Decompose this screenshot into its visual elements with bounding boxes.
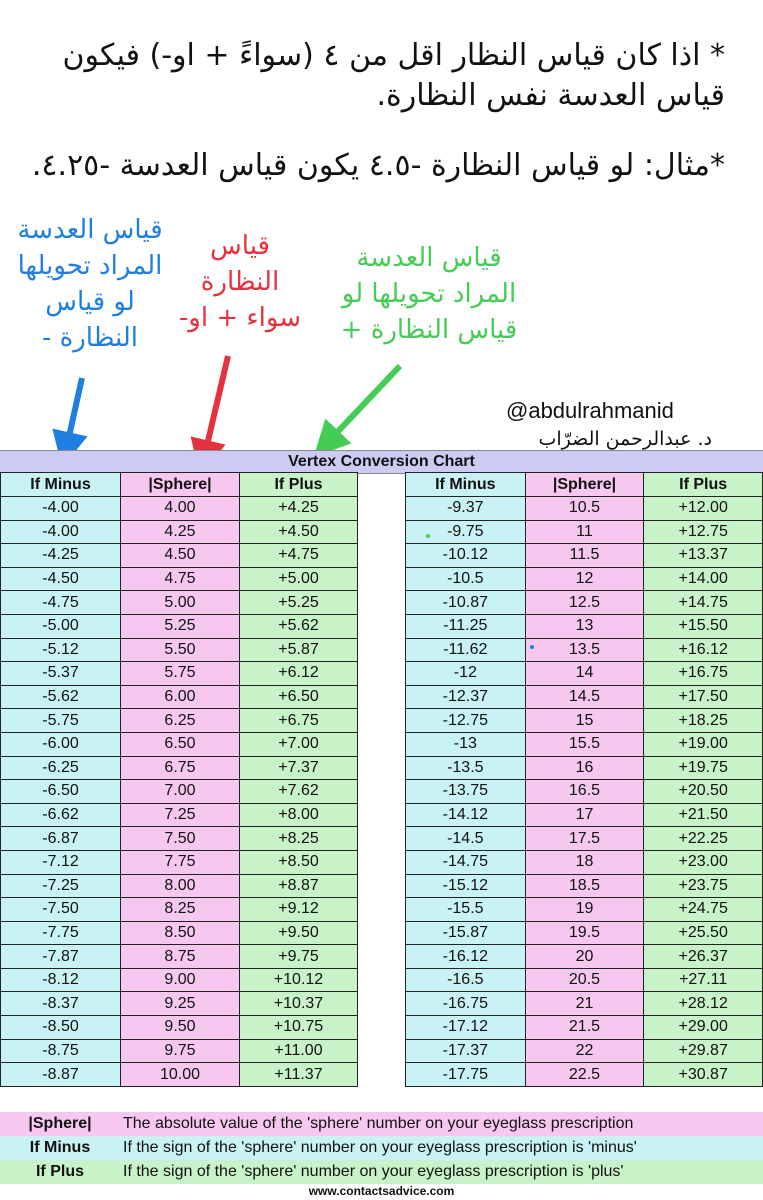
- cell-if-plus: +8.87: [240, 874, 358, 898]
- cell-if-minus: -13.5: [406, 756, 526, 780]
- cell-if-minus: -10.87: [406, 591, 526, 615]
- green-arrow-icon: [326, 366, 400, 444]
- cell-if-plus: +29.87: [644, 1039, 763, 1063]
- table-row: [1, 1039, 358, 1063]
- table-row: [406, 614, 763, 638]
- table-row: [1, 591, 358, 615]
- cell-if-minus: -14.5: [406, 827, 526, 851]
- legend-row-plus: [0, 1160, 763, 1184]
- header-if-minus: If Minus: [406, 473, 526, 497]
- cell-sphere: 20: [525, 945, 644, 969]
- cell-sphere: 17: [525, 803, 644, 827]
- cell-if-plus: +17.50: [644, 685, 763, 709]
- cell-if-plus: +4.25: [240, 497, 358, 521]
- cell-if-plus: +8.50: [240, 850, 358, 874]
- cell-if-plus: +14.00: [644, 567, 763, 591]
- twitter-handle: @abdulrahmanid: [506, 398, 674, 423]
- table-row: [1, 874, 358, 898]
- cell-sphere: 9.00: [121, 968, 240, 992]
- cell-if-minus: -11.25: [406, 614, 526, 638]
- cell-sphere: 6.25: [121, 709, 240, 733]
- cell-if-plus: +27.11: [644, 968, 763, 992]
- cell-sphere: 4.25: [121, 520, 240, 544]
- blue-arrow-icon: [66, 378, 82, 450]
- cell-if-minus: -6.25: [1, 756, 121, 780]
- cell-sphere: 22: [525, 1039, 644, 1063]
- legend-term: If Plus: [0, 1160, 120, 1184]
- cell-if-plus: +16.12: [644, 638, 763, 662]
- cell-if-plus: +24.75: [644, 898, 763, 922]
- table-row: [1, 614, 358, 638]
- cell-if-minus: -14.12: [406, 803, 526, 827]
- cell-sphere: 4.00: [121, 497, 240, 521]
- cell-sphere: 15: [525, 709, 644, 733]
- cell-sphere: 12: [525, 567, 644, 591]
- cell-sphere: 8.75: [121, 945, 240, 969]
- table-row: [1, 756, 358, 780]
- cell-if-minus: -7.25: [1, 874, 121, 898]
- cell-sphere: 7.50: [121, 827, 240, 851]
- cell-if-plus: +6.75: [240, 709, 358, 733]
- cell-if-minus: -7.50: [1, 898, 121, 922]
- cell-if-plus: +8.00: [240, 803, 358, 827]
- table-row: [1, 544, 358, 568]
- cell-if-minus: -13: [406, 732, 526, 756]
- red-arrow-icon: [204, 356, 228, 458]
- cell-sphere: 21: [525, 992, 644, 1016]
- table-row: [1, 827, 358, 851]
- cell-sphere: 6.50: [121, 732, 240, 756]
- cell-if-plus: +10.37: [240, 992, 358, 1016]
- note-rule: * اذا كان قياس النظار اقل من ٤ (سواءً + او-) فيكون قياس العدسة نفس النظارة.: [62, 38, 725, 113]
- legend-definition: If the sign of the 'sphere' number on your eyeglass prescription is 'minus': [120, 1136, 763, 1160]
- cell-sphere: 17.5: [525, 827, 644, 851]
- cell-sphere: 8.25: [121, 898, 240, 922]
- note-example: *مثال: لو قياس النظارة -٤.٥ يكون قياس العدسة -٤.٢٥.: [31, 148, 725, 183]
- legend-term: |Sphere|: [0, 1112, 120, 1136]
- table-row: [1, 803, 358, 827]
- table-row: [1, 898, 358, 922]
- cell-if-plus: +4.50: [240, 520, 358, 544]
- table-row: [406, 497, 763, 521]
- table-row: [1, 638, 358, 662]
- cell-if-minus: -5.37: [1, 662, 121, 686]
- cell-sphere: 8.50: [121, 921, 240, 945]
- table-row: [406, 591, 763, 615]
- footer-url: www.contactsadvice.com: [308, 1184, 455, 1198]
- table-row: [406, 968, 763, 992]
- annotation-plus-lens: قياس العدسة المراد تحويلها لو قياس النظارة +: [340, 243, 518, 345]
- cell-if-minus: -10.5: [406, 567, 526, 591]
- table-row: [406, 1039, 763, 1063]
- header-sphere: |Sphere|: [121, 473, 240, 497]
- cell-sphere: 13: [525, 614, 644, 638]
- cell-if-plus: +20.50: [644, 780, 763, 804]
- cell-if-minus: -12: [406, 662, 526, 686]
- cell-if-plus: +15.50: [644, 614, 763, 638]
- table-row: [406, 709, 763, 733]
- cell-if-plus: +30.87: [644, 1063, 763, 1087]
- cell-if-plus: +10.75: [240, 1016, 358, 1040]
- cell-if-plus: +14.75: [644, 591, 763, 615]
- legend-definition: If the sign of the 'sphere' number on your eyeglass prescription is 'plus': [120, 1160, 763, 1184]
- cell-if-minus: -9.37: [406, 497, 526, 521]
- cell-if-plus: +7.37: [240, 756, 358, 780]
- table-row: [1, 945, 358, 969]
- cell-if-minus: -5.12: [1, 638, 121, 662]
- legend: [0, 1112, 763, 1184]
- cell-sphere: 11: [525, 520, 644, 544]
- cell-sphere: 7.25: [121, 803, 240, 827]
- legend-term: If Minus: [0, 1136, 120, 1160]
- author-name: د. عبدالرحمن الضرّاب: [538, 428, 712, 450]
- cell-sphere: 6.00: [121, 685, 240, 709]
- cell-if-plus: +18.25: [644, 709, 763, 733]
- cell-sphere: 5.50: [121, 638, 240, 662]
- table-row: [1, 968, 358, 992]
- cell-sphere: 10.5: [525, 497, 644, 521]
- cell-if-plus: +28.12: [644, 992, 763, 1016]
- cell-if-minus: -9.75: [406, 520, 526, 544]
- table-row: [406, 921, 763, 945]
- cell-if-minus: -5.00: [1, 614, 121, 638]
- header-if-plus: If Plus: [240, 473, 358, 497]
- cell-if-plus: +5.62: [240, 614, 358, 638]
- cell-if-plus: +12.75: [644, 520, 763, 544]
- cell-if-minus: -4.00: [1, 520, 121, 544]
- cell-sphere: 19.5: [525, 921, 644, 945]
- cell-if-plus: +6.12: [240, 662, 358, 686]
- cell-if-minus: -10.12: [406, 544, 526, 568]
- cell-if-plus: +25.50: [644, 921, 763, 945]
- cell-sphere: 9.75: [121, 1039, 240, 1063]
- cell-if-plus: +7.62: [240, 780, 358, 804]
- cell-if-plus: +4.75: [240, 544, 358, 568]
- table-row: [406, 662, 763, 686]
- table-row: [1, 850, 358, 874]
- vertex-table-left: [0, 472, 358, 1087]
- cell-if-plus: +11.37: [240, 1063, 358, 1087]
- cell-if-minus: -17.75: [406, 1063, 526, 1087]
- header-if-minus: If Minus: [1, 473, 121, 497]
- cell-if-plus: +16.75: [644, 662, 763, 686]
- cell-sphere: 4.75: [121, 567, 240, 591]
- table-row: [1, 497, 358, 521]
- table-row: [406, 732, 763, 756]
- table-row: [406, 992, 763, 1016]
- cell-sphere: 7.75: [121, 850, 240, 874]
- header-if-plus: If Plus: [644, 473, 763, 497]
- cell-if-plus: +9.12: [240, 898, 358, 922]
- table-row: [406, 520, 763, 544]
- cell-if-plus: +5.00: [240, 567, 358, 591]
- legend-row-sphere: [0, 1112, 763, 1136]
- marker-dot-blue: [530, 645, 534, 649]
- annotation-glasses-power: قياس النظارة سواء + او-: [178, 231, 302, 333]
- cell-if-plus: +9.75: [240, 945, 358, 969]
- table-row: [1, 662, 358, 686]
- cell-if-minus: -4.50: [1, 567, 121, 591]
- table-row: [406, 567, 763, 591]
- table-row: [1, 520, 358, 544]
- table-row: [406, 945, 763, 969]
- cell-if-minus: -5.75: [1, 709, 121, 733]
- cell-if-plus: +11.00: [240, 1039, 358, 1063]
- cell-sphere: 7.00: [121, 780, 240, 804]
- cell-sphere: 5.00: [121, 591, 240, 615]
- cell-sphere: 22.5: [525, 1063, 644, 1087]
- table-row: [1, 1016, 358, 1040]
- chart-title: Vertex Conversion Chart: [0, 450, 763, 474]
- cell-if-minus: -7.87: [1, 945, 121, 969]
- cell-if-plus: +29.00: [644, 1016, 763, 1040]
- cell-if-plus: +23.75: [644, 874, 763, 898]
- cell-if-minus: -16.5: [406, 968, 526, 992]
- cell-sphere: 12.5: [525, 591, 644, 615]
- cell-if-minus: -6.00: [1, 732, 121, 756]
- table-row: [1, 992, 358, 1016]
- cell-if-plus: +5.25: [240, 591, 358, 615]
- cell-if-plus: +6.50: [240, 685, 358, 709]
- cell-if-minus: -8.37: [1, 992, 121, 1016]
- table-row: [406, 827, 763, 851]
- cell-if-plus: +22.25: [644, 827, 763, 851]
- cell-sphere: 9.25: [121, 992, 240, 1016]
- cell-if-minus: -17.37: [406, 1039, 526, 1063]
- cell-if-plus: +10.12: [240, 968, 358, 992]
- cell-if-minus: -6.62: [1, 803, 121, 827]
- cell-if-plus: +9.50: [240, 921, 358, 945]
- annotation-minus-lens: قياس العدسة المراد تحويلها لو قياس النظارة -: [17, 215, 163, 353]
- cell-sphere: 16: [525, 756, 644, 780]
- cell-sphere: 14: [525, 662, 644, 686]
- cell-sphere: 20.5: [525, 968, 644, 992]
- cell-if-minus: -7.75: [1, 921, 121, 945]
- table-row: [1, 732, 358, 756]
- cell-if-minus: -15.87: [406, 921, 526, 945]
- cell-if-plus: +7.00: [240, 732, 358, 756]
- table-row: [1, 567, 358, 591]
- cell-sphere: 18.5: [525, 874, 644, 898]
- cell-if-minus: -4.25: [1, 544, 121, 568]
- cell-sphere: 8.00: [121, 874, 240, 898]
- cell-if-plus: +5.87: [240, 638, 358, 662]
- cell-sphere: 10.00: [121, 1063, 240, 1087]
- cell-sphere: 18: [525, 850, 644, 874]
- header-sphere: |Sphere|: [525, 473, 644, 497]
- cell-if-minus: -14.75: [406, 850, 526, 874]
- cell-if-minus: -8.87: [1, 1063, 121, 1087]
- table-row: [1, 921, 358, 945]
- table-row: [406, 685, 763, 709]
- table-row: [1, 709, 358, 733]
- cell-sphere: 9.50: [121, 1016, 240, 1040]
- table-row: [406, 544, 763, 568]
- cell-sphere: 5.75: [121, 662, 240, 686]
- cell-if-minus: -16.75: [406, 992, 526, 1016]
- cell-sphere: 11.5: [525, 544, 644, 568]
- table-row: [406, 898, 763, 922]
- cell-if-plus: +26.37: [644, 945, 763, 969]
- cell-if-minus: -4.00: [1, 497, 121, 521]
- table-row: [1, 685, 358, 709]
- cell-sphere: 13.5: [525, 638, 644, 662]
- cell-sphere: 15.5: [525, 732, 644, 756]
- cell-if-plus: +19.00: [644, 732, 763, 756]
- cell-if-minus: -15.5: [406, 898, 526, 922]
- cell-if-plus: +23.00: [644, 850, 763, 874]
- vertex-table-right: [405, 472, 763, 1087]
- cell-sphere: 19: [525, 898, 644, 922]
- table-row: [406, 803, 763, 827]
- table-row: [406, 780, 763, 804]
- table-row: [406, 638, 763, 662]
- cell-if-minus: -16.12: [406, 945, 526, 969]
- legend-row-minus: [0, 1136, 763, 1160]
- cell-if-minus: -8.12: [1, 968, 121, 992]
- cell-if-minus: -11.62: [406, 638, 526, 662]
- cell-if-minus: -8.50: [1, 1016, 121, 1040]
- cell-sphere: 5.25: [121, 614, 240, 638]
- table-row: [406, 1016, 763, 1040]
- cell-if-minus: -7.12: [1, 850, 121, 874]
- cell-if-minus: -6.87: [1, 827, 121, 851]
- cell-if-minus: -12.75: [406, 709, 526, 733]
- cell-if-minus: -13.75: [406, 780, 526, 804]
- cell-if-minus: -6.50: [1, 780, 121, 804]
- cell-if-minus: -8.75: [1, 1039, 121, 1063]
- cell-if-minus: -17.12: [406, 1016, 526, 1040]
- marker-dot-green: [426, 534, 430, 538]
- cell-if-plus: +13.37: [644, 544, 763, 568]
- cell-if-minus: -4.75: [1, 591, 121, 615]
- table-row: [1, 780, 358, 804]
- cell-if-minus: -15.12: [406, 874, 526, 898]
- cell-if-minus: -12.37: [406, 685, 526, 709]
- cell-sphere: 16.5: [525, 780, 644, 804]
- cell-if-plus: +8.25: [240, 827, 358, 851]
- table-row: [1, 1063, 358, 1087]
- table-row: [406, 1063, 763, 1087]
- legend-definition: The absolute value of the 'sphere' number on your eyeglass prescription: [120, 1112, 763, 1136]
- cell-sphere: 4.50: [121, 544, 240, 568]
- cell-if-minus: -5.62: [1, 685, 121, 709]
- cell-sphere: 14.5: [525, 685, 644, 709]
- cell-if-plus: +12.00: [644, 497, 763, 521]
- cell-if-plus: +19.75: [644, 756, 763, 780]
- table-row: [406, 850, 763, 874]
- cell-if-plus: +21.50: [644, 803, 763, 827]
- cell-sphere: 6.75: [121, 756, 240, 780]
- table-row: [406, 874, 763, 898]
- cell-sphere: 21.5: [525, 1016, 644, 1040]
- table-row: [406, 756, 763, 780]
